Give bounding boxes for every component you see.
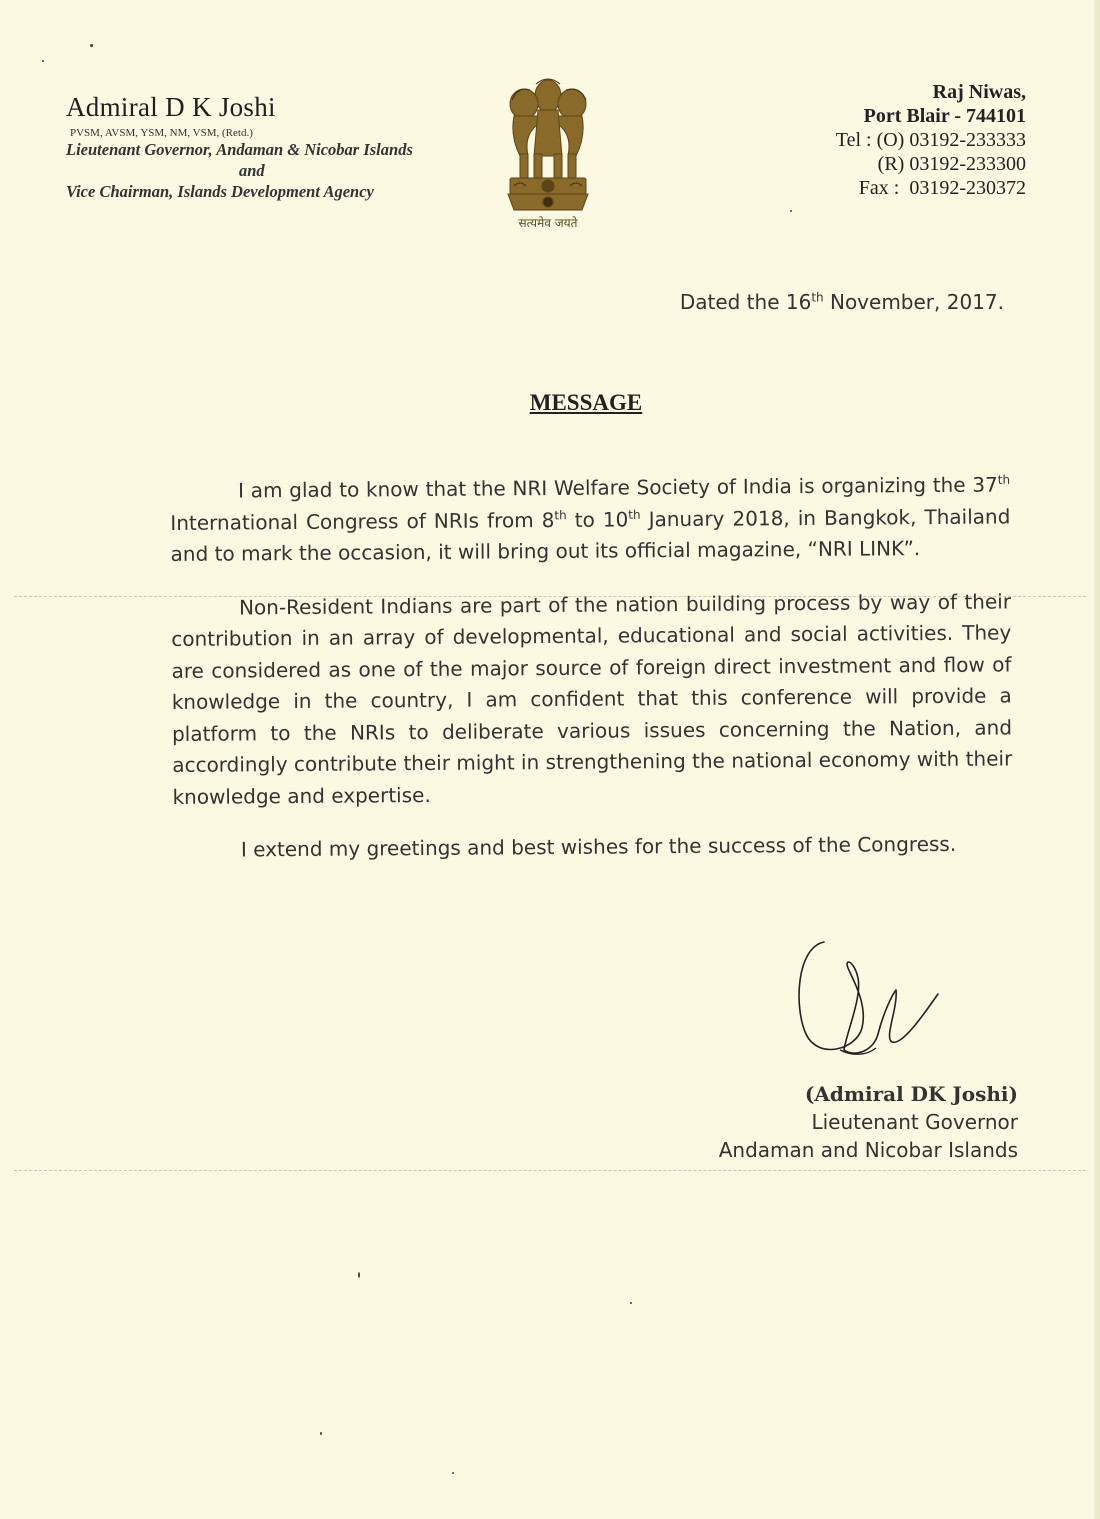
sender-title-line1: Lieutenant Governor, Andaman & Nicobar Islands <box>66 140 413 159</box>
p1-sup-1: th <box>997 472 1011 487</box>
speck <box>630 1302 632 1304</box>
speck <box>790 210 792 212</box>
speck <box>90 44 93 47</box>
message-title: MESSAGE <box>529 390 643 415</box>
emblem-motto: सत्यमेव जयते <box>518 216 578 230</box>
sender-name: Admiral D K Joshi <box>66 92 276 122</box>
signature-block <box>719 1080 1018 1164</box>
p1-text-c: to 10 <box>566 506 629 532</box>
letterhead-sender <box>58 92 488 202</box>
tel-office: (O) 03192-233333 <box>876 129 1026 151</box>
signatory-place: Andaman and Nicobar Islands <box>718 1138 1018 1162</box>
p1-sup-2: th <box>554 507 567 522</box>
sender-title-and: and <box>239 161 265 180</box>
date-suffix: November, 2017. <box>823 290 1004 314</box>
handwritten-signature <box>792 938 952 1068</box>
speck <box>320 1432 322 1435</box>
tel-office-row <box>836 128 1026 152</box>
speck <box>452 1472 454 1474</box>
letterhead-address <box>836 80 1026 200</box>
address-line2: Port Blair - 744101 <box>863 105 1026 127</box>
date-prefix: Dated the 16 <box>679 290 812 314</box>
p1-sup-3: th <box>628 507 641 522</box>
address-line1: Raj Niwas, <box>932 81 1026 103</box>
tel-residence: (R) 03192-233300 <box>877 153 1026 175</box>
speck <box>358 1272 360 1278</box>
signatory-title: Lieutenant Governor <box>811 1110 1018 1134</box>
p1-text-d: January 2018, in Bangkok, Thailand and to mark the occasion, it will bring out its official magazine, “NRI LINK”. <box>170 503 1011 566</box>
paper-edge <box>1094 0 1100 1519</box>
paragraph-1 <box>170 469 1011 570</box>
paragraph-2: Non-Resident Indians are part of the nation building process by way of their contribution in an array of developmental, educational and social activities. They are considered as one of the major source of foreign direct investment and flow of knowledge in the country, I am confident that this conference will provide a platform to the NRIs to deliberate various issues concerning the Nation, and accordingly contribute their might in strengthening the national economy with their knowledge and expertise. <box>171 588 1013 809</box>
signatory-name: (Admiral DK Joshi) <box>804 1082 1018 1106</box>
sender-decorations: PVSM, AVSM, YSM, NM, VSM, (Retd.) <box>70 127 253 139</box>
message-body <box>170 469 1013 888</box>
fax-number: 03192-230372 <box>909 177 1026 199</box>
speck <box>42 60 44 62</box>
sender-title-line2: Vice Chairman, Islands Development Agency <box>66 182 374 201</box>
p1-text-a: I am glad to know that the NRI Welfare Society of India is organizing the 37 <box>238 472 998 503</box>
fax-label: Fax : <box>858 177 900 199</box>
date-sup: th <box>811 290 824 305</box>
p1-text-b: International Congress of NRIs from 8 <box>170 507 555 535</box>
fold-line-lower <box>14 1170 1086 1172</box>
paragraph-3: I extend my greetings and best wishes for the success of the Congress. <box>240 831 957 862</box>
letter-date <box>680 290 1004 314</box>
tel-label: Tel : <box>835 129 872 151</box>
fax-row <box>836 176 1026 200</box>
